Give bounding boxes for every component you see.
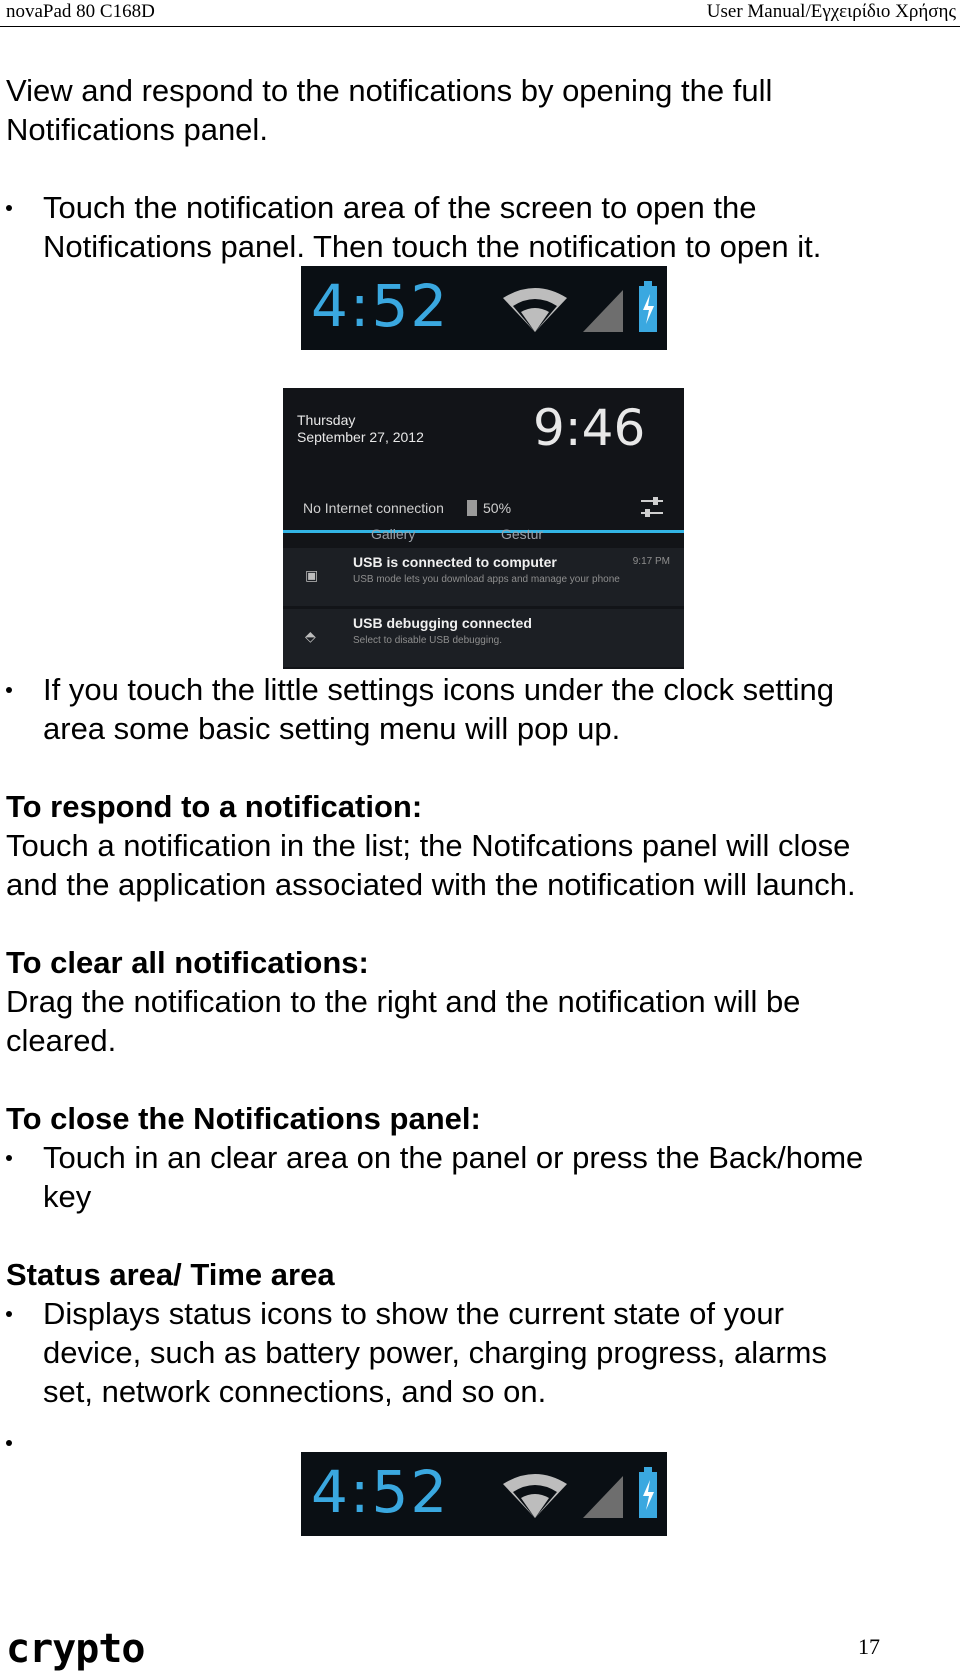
notification-usb-connected[interactable] — [283, 548, 684, 606]
wifi-icon — [503, 1474, 567, 1518]
page-header — [0, 0, 960, 27]
usb-icon: ▣ — [305, 567, 319, 583]
wifi-icon — [503, 288, 567, 332]
status-time: 4:52 — [311, 1458, 450, 1526]
bullet-text-line-1: Touch the notification area of the screen to open the — [43, 190, 757, 225]
bg-tab-gallery: Gallery — [371, 526, 416, 542]
bullet-text-line-2: area some basic setting menu will pop up. — [43, 711, 621, 746]
battery-icon — [467, 500, 477, 516]
panel-divider — [283, 530, 684, 533]
bullet-text-line-1: If you touch the little settings icons under the clock setting — [43, 672, 834, 707]
bg-tab-gesture: Gestur — [501, 526, 544, 542]
intro-line-2: Notifications panel. — [6, 112, 268, 147]
heading-close: To close the Notifications panel: — [6, 1101, 481, 1136]
signal-icon — [583, 1476, 623, 1518]
bullet-text-line-2: Notifications panel. Then touch the notification to open it. — [43, 229, 822, 264]
status-icons — [499, 1466, 659, 1524]
bullet-dot — [6, 1155, 12, 1161]
panel-connection: No Internet connection — [303, 500, 444, 516]
notif-subtitle: Select to disable USB debugging. — [353, 635, 502, 646]
panel-battery-percent: 50% — [483, 500, 512, 516]
status-bar-image-2 — [301, 1452, 667, 1536]
notif-title: USB debugging connected — [353, 615, 532, 631]
status-bar-image — [301, 266, 667, 350]
settings-sliders-icon[interactable] — [639, 494, 665, 520]
panel-day: Thursday — [297, 412, 356, 428]
bullet-text-line-1: Touch in an clear area on the panel or press the Back/home — [43, 1140, 864, 1175]
bullet-text-line-2: key — [43, 1179, 92, 1214]
respond-line-2: and the application associated with the notification will launch. — [6, 867, 856, 902]
clear-line-1: Drag the notification to the right and the notification will be — [6, 984, 801, 1019]
header-title: User Manual/Εγχειρίδιο Χρήσης — [706, 1, 956, 22]
bullet-text-line-1: Displays status icons to show the current state of your — [43, 1296, 784, 1331]
bullet-dot-empty — [6, 1440, 12, 1446]
status-icons — [499, 280, 659, 338]
header-model: novaPad 80 C168D — [6, 1, 155, 22]
bullet-dot — [6, 687, 12, 693]
bullet-text-line-2: device, such as battery power, charging progress, alarms — [43, 1335, 827, 1370]
panel-date: September 27, 2012 — [297, 429, 424, 445]
notifications-panel-image — [283, 388, 684, 669]
heading-status-area: Status area/ Time area — [6, 1257, 335, 1292]
page-number: 17 — [858, 1634, 880, 1659]
notif-time: 9:17 PM — [632, 556, 670, 567]
status-time: 4:52 — [311, 272, 450, 340]
battery-charging-icon — [639, 281, 657, 332]
intro-line-1: View and respond to the notifications by opening the full — [6, 73, 773, 108]
panel-clock: 9:46 — [533, 399, 646, 457]
signal-icon — [583, 290, 623, 332]
bullet-text-line-3: set, network connections, and so on. — [43, 1374, 547, 1409]
heading-clear: To clear all notifications: — [6, 945, 369, 980]
panel-date-block — [297, 412, 424, 446]
debug-icon: ⬘ — [305, 628, 316, 644]
heading-respond: To respond to a notification: — [6, 789, 423, 824]
bullet-dot — [6, 205, 12, 211]
battery-charging-icon — [639, 1467, 657, 1518]
bullet-dot — [6, 1311, 12, 1317]
clear-line-2: cleared. — [6, 1023, 117, 1058]
crypto-logo: crypto — [6, 1626, 145, 1672]
notification-usb-debugging[interactable] — [283, 609, 684, 667]
respond-line-1: Touch a notification in the list; the Notifcations panel will close — [6, 828, 851, 863]
notif-subtitle: USB mode lets you download apps and manage your phone — [353, 574, 620, 585]
notif-title: USB is connected to computer — [353, 554, 557, 570]
